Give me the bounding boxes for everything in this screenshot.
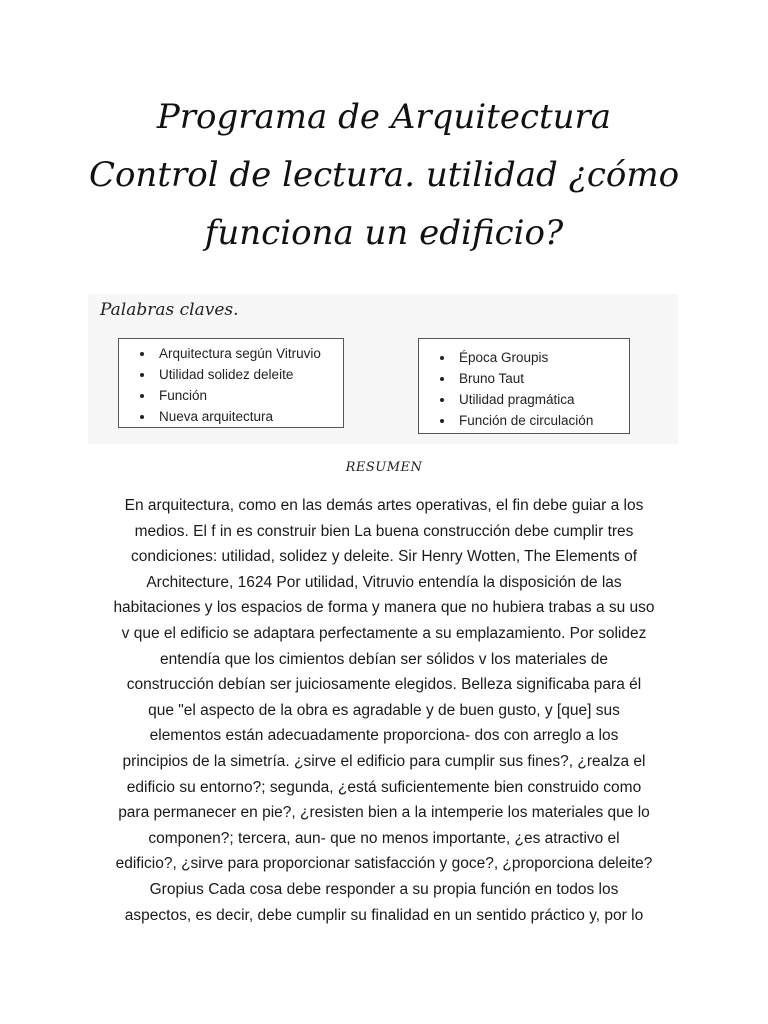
keyword-item: • Época Groupis bbox=[455, 347, 619, 368]
keyword-item: • Arquitectura según Vitruvio bbox=[155, 343, 333, 364]
keywords-heading: Palabras claves. bbox=[100, 300, 239, 320]
keyword-item: • Nueva arquitectura bbox=[155, 406, 333, 427]
title-line-1: Programa de Arquitectura bbox=[156, 97, 612, 137]
document-title bbox=[0, 88, 768, 262]
summary-line: componen?; tercera, aun- que no menos importante, ¿es atractivo el bbox=[148, 829, 620, 847]
summary-line: Gropius Cada cosa debe responder a su propia función en todos los bbox=[149, 880, 619, 898]
summary-line: medios. El f in es construir bien La buena construcción debe cumplir tres bbox=[134, 522, 634, 540]
keywords-panel bbox=[88, 294, 678, 444]
summary-line: entendía que los cimientos debían ser sólidos v los materiales de bbox=[159, 650, 609, 668]
summary-line: que "el aspecto de la obra es agradable y de buen gusto, y [que] sus bbox=[148, 701, 620, 719]
title-line-3: funciona un edificio? bbox=[204, 213, 564, 253]
summary-line: elementos están adecuadamente proporciona- dos con arreglo a los bbox=[149, 727, 619, 745]
summary-line: aspectos, es decir, debe cumplir su finalidad en un sentido práctico y, por lo bbox=[124, 906, 644, 924]
keyword-item: • Función bbox=[155, 385, 333, 406]
summary-body bbox=[84, 493, 684, 928]
summary-line: edificio?, ¿sirve para proporcionar satisfacción y goce?, ¿proporciona deleite? bbox=[115, 855, 653, 873]
keyword-item: • Utilidad pragmática bbox=[455, 389, 619, 410]
keywords-box-right bbox=[418, 338, 630, 434]
keyword-item: • Bruno Taut bbox=[455, 368, 619, 389]
title-line-2: Control de lectura. utilidad ¿cómo bbox=[88, 155, 680, 195]
keyword-item: • Función de circulación bbox=[455, 410, 619, 431]
keywords-list-left bbox=[129, 343, 333, 427]
summary-line: habitaciones y los espacios de forma y manera que no hubiera trabas a su uso bbox=[113, 599, 655, 617]
summary-line: para permanecer en pie?, ¿resisten bien a la intemperie los materiales que lo bbox=[118, 804, 650, 822]
summary-line: construcción debían ser juiciosamente elegidos. Belleza significaba para él bbox=[126, 676, 642, 694]
summary-line: Architecture, 1624 Por utilidad, Vitruvio entendía la disposición de las bbox=[146, 573, 622, 591]
summary-line: v que el edificio se adaptara perfectamente a su emplazamiento. Por solidez bbox=[121, 624, 647, 642]
keywords-list-right bbox=[429, 347, 619, 431]
summary-line: condiciones: utilidad, solidez y deleite. Sir Henry Wotten, The Elements of bbox=[130, 548, 638, 566]
summary-heading: RESUMEN bbox=[345, 460, 423, 475]
summary-line: En arquitectura, como en las demás artes operativas, el fin debe guiar a los bbox=[124, 497, 644, 514]
keyword-item: • Utilidad solidez deleite bbox=[155, 364, 333, 385]
keywords-box-left bbox=[118, 338, 344, 428]
summary-line: principios de la simetría. ¿sirve el edificio para cumplir sus fines?, ¿realza el bbox=[122, 752, 646, 770]
summary-line: edificio su entorno?; segunda, ¿está suficientemente bien construido como bbox=[126, 778, 642, 796]
